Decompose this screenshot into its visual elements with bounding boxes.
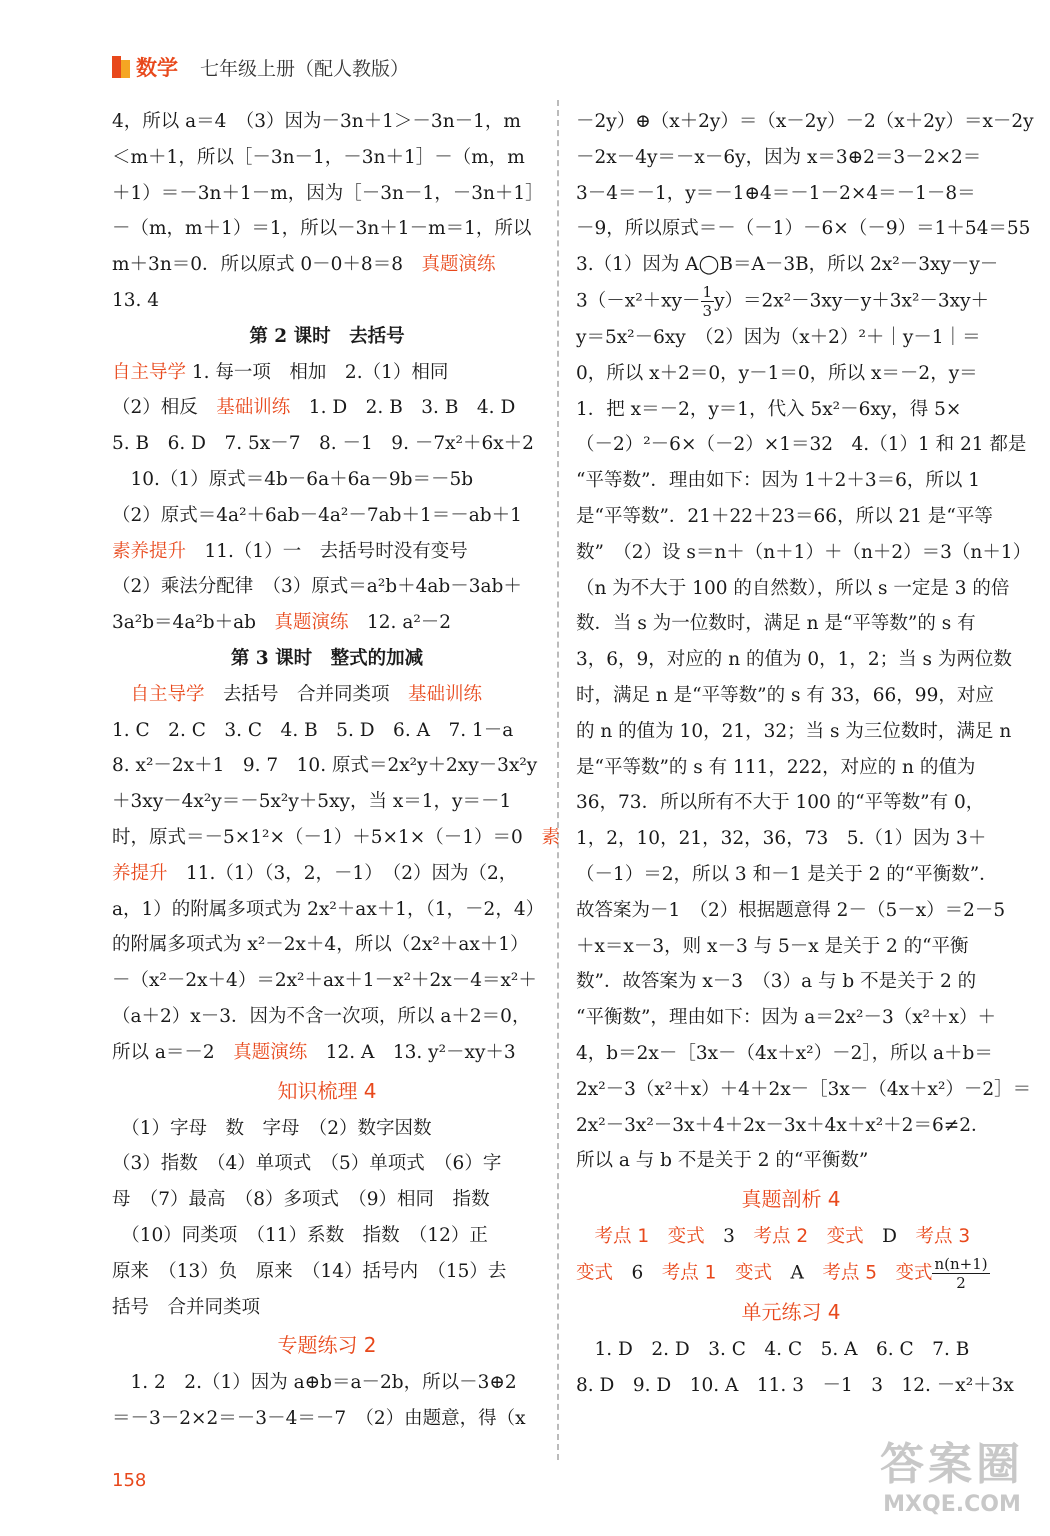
text-line xyxy=(112,1182,542,1218)
text-line xyxy=(576,247,1006,283)
text-line xyxy=(112,605,542,641)
answer-text: 13. 4 xyxy=(112,289,160,311)
text-line xyxy=(112,247,542,283)
answer-text: （－1）＝2，所以 3 和－1 是关于 2 的“平衡数”． xyxy=(576,863,998,885)
answer-text: －9，所以原式＝－（－1）－6×（－9）＝1＋54＝55 xyxy=(576,218,1031,240)
answer-text: 3（－x²＋xy－ xyxy=(576,290,701,312)
text-line xyxy=(576,1219,1006,1255)
answer-text: （10）同类项 （11）系数 指数 （12）正 xyxy=(112,1224,488,1246)
answer-text: 数” （2）设 s＝n＋（n＋1）＋（n＋2）＝3（n＋1） xyxy=(576,541,1032,563)
answer-text: －2y）⊕（x＋2y）＝（x－2y）－2（x＋2y）＝x－2y xyxy=(576,111,1034,132)
section-tag: 基础训练 xyxy=(408,683,483,705)
section-title: 专题练习 2 xyxy=(277,1333,377,1358)
text-line xyxy=(576,356,1006,392)
grade-label: 七年级上册（配人教版） xyxy=(200,57,410,80)
text-line xyxy=(576,857,1006,893)
text-line xyxy=(112,999,542,1035)
text-line xyxy=(112,927,542,963)
lesson-title: 第 3 课时 整式的加减 xyxy=(230,647,424,669)
text-line xyxy=(576,392,1006,428)
text-line xyxy=(576,678,1006,714)
text-line xyxy=(576,785,1006,821)
text-line xyxy=(112,1290,542,1326)
page-number: 158 xyxy=(112,1470,147,1491)
answer-text: 12. A 13. y²－xy＋3 xyxy=(307,1041,516,1063)
fraction-numerator: n(n+1) xyxy=(934,1254,988,1273)
answer-text: 11.（1）（3，2，－1） （2）因为（2， xyxy=(167,862,518,884)
answer-text: 0，所以 x＋2＝0，y－1＝0，所以 x＝－2，y＝ xyxy=(576,362,978,384)
text-line xyxy=(112,104,542,140)
text-line xyxy=(576,104,1034,140)
text-line xyxy=(576,642,1012,678)
text-line xyxy=(576,1000,1006,1036)
answer-text: 2x²－3（x²＋x）＋4＋2x－［3x－（4x＋x²）－2］＝ xyxy=(576,1078,1032,1100)
text-line xyxy=(576,176,1006,212)
text-line xyxy=(576,283,1006,320)
answer-text: （a＋2）x－3．因为不含一次项，所以 a＋2＝0， xyxy=(112,1005,531,1027)
answer-text: 数”．故答案为 x－3 （3）a 与 b 不是关于 2 的 xyxy=(576,971,977,993)
text-line xyxy=(112,1111,542,1147)
answer-text: 12. a²－2 xyxy=(348,612,452,634)
answer-text: ＜m＋1，所以［－3n－1，－3n＋1］－（m，m xyxy=(112,146,525,168)
text-line xyxy=(576,211,1031,247)
book-icon xyxy=(112,56,130,78)
answer-text: 原来 （13）负 原来 （14）括号内 （15）去 xyxy=(112,1260,507,1282)
text-line xyxy=(576,606,1006,642)
answer-text: －2x－4y＝－x－6y，因为 x＝3⊕2＝3－2×2＝ xyxy=(576,146,982,168)
section-tag: 考点 3 xyxy=(915,1226,971,1248)
section-tag: 素 xyxy=(541,826,560,848)
text-line xyxy=(576,535,1032,571)
answer-text: 去括号 合并同类项 xyxy=(204,683,409,705)
section-tag: 真题演练 xyxy=(421,254,496,276)
section-tag: 自主导学 xyxy=(112,683,205,705)
section-title: 知识梳理 4 xyxy=(277,1078,377,1103)
text-line xyxy=(112,892,545,928)
answer-text: 3.（1）因为 A◯B＝A－3B，所以 2x²－3xy－y－ xyxy=(576,254,999,276)
answer-text: y）＝2x²－3xy－y＋3x²－3xy＋ xyxy=(714,290,990,312)
section-tag: 考点 1 变式 xyxy=(661,1262,772,1284)
answer-text: 1，2，10，21，32，36，73 5.（1）因为 3＋ xyxy=(576,828,987,850)
text-line xyxy=(112,462,542,498)
text-line xyxy=(112,176,542,212)
text-line xyxy=(576,929,1006,965)
text-line xyxy=(576,427,1027,463)
text-line xyxy=(576,1143,1006,1179)
answer-text: （3）指数 （4）单项式 （5）单项式 （6）字 xyxy=(112,1153,502,1175)
section-tag: 基础训练 xyxy=(216,397,291,419)
answer-text: ＝－3－2×2＝－3－4＝－7 （2）由题意，得（x xyxy=(112,1408,526,1430)
answer-text: （－2）²－6×（－2）×1＝32 4.（1）1 和 21 都是 xyxy=(576,434,1027,456)
answer-text: 11.（1）一 去括号时没有变号 xyxy=(186,540,468,562)
text-line xyxy=(576,964,1006,1000)
answer-text: 3－4＝－1，y＝－1⊕4＝－1－2×4＝－1－8＝ xyxy=(576,182,976,204)
answer-text: ＋3xy－4x²y＝－5x²y＋5xy，当 x＝1，y＝－1 xyxy=(112,791,512,813)
text-line xyxy=(576,1072,1032,1108)
text-line xyxy=(112,534,542,570)
text-line xyxy=(112,784,542,820)
section-tag: 真题演练 xyxy=(233,1041,308,1063)
answer-text: 所以 a 与 b 不是关于 2 的“平衡数” xyxy=(576,1150,869,1172)
answer-text: （n 为不大于 100 的自然数），所以 s 一定是 3 的倍 xyxy=(576,577,1010,599)
answer-text: （1）字母 数 字母 （2）数字因数 xyxy=(112,1117,432,1139)
text-line xyxy=(112,1365,542,1401)
answer-text: ＋x＝x－3，则 x－3 与 5－x 是关于 2 的“平衡 xyxy=(576,935,969,957)
answer-text: 数．当 s 为一位数时，满足 n 是“平等数”的 s 有 xyxy=(576,613,976,635)
section-title: 单元练习 4 xyxy=(741,1299,841,1324)
answer-text: 3，6，9，对应的 n 的值为 0，1，2；当 s 为两位数 xyxy=(576,649,1012,671)
answer-text: －（x²－2x＋4）＝2x²＋ax＋1－x²＋2x－4＝x²＋ xyxy=(112,970,537,992)
fraction xyxy=(701,283,715,320)
answer-text: 8. D 9. D 10. A 11. 3 －1 3 12. －x²＋3x xyxy=(576,1374,1014,1396)
watermark-logo xyxy=(868,1438,1036,1528)
answer-text: “平衡数”，理由如下：因为 a＝2x²－3（x²＋x）＋ xyxy=(576,1007,997,1029)
watermark-url: MXQE.COM xyxy=(883,1492,1021,1517)
text-line xyxy=(112,748,542,784)
text-line xyxy=(576,1036,1006,1072)
text-line xyxy=(112,1035,542,1071)
answer-text: 的 n 的值为 10，21，32；当 s 为三位数时，满足 n xyxy=(576,720,1012,742)
answer-text: 8. x²－2x＋1 9. 7 10. 原式＝2x²y＋2xy－3x²y xyxy=(112,755,538,777)
answer-text: 括号 合并同类项 xyxy=(112,1296,261,1318)
answer-text: （2）相反 xyxy=(112,397,217,419)
answer-text: 10.（1）原式＝4b－6a＋6a－9b＝－5b xyxy=(112,468,474,490)
text-line xyxy=(112,1146,542,1182)
section-tag: 素养提升 xyxy=(112,540,187,562)
answer-text: 4，所以 a＝4 （3）因为－3n＋1＞－3n－1，m xyxy=(112,111,521,132)
text-line xyxy=(112,713,542,749)
lesson-title: 第 2 课时 去括号 xyxy=(249,325,405,347)
text-line xyxy=(112,140,542,176)
text-line xyxy=(112,963,542,999)
text-line xyxy=(576,320,1006,356)
text-line xyxy=(112,1218,542,1254)
page-header xyxy=(112,52,409,82)
answer-text: 5. B 6. D 7. 5x－7 8. －1 9. －7x²＋6x＋2 xyxy=(112,433,534,455)
section-tag: 考点 5 变式 xyxy=(822,1262,933,1284)
left-column xyxy=(112,104,560,1437)
answer-text: 时，满足 n 是“平等数”的 s 有 33，66，99，对应 xyxy=(576,684,994,706)
text-line xyxy=(576,750,1006,786)
text-line xyxy=(112,426,542,462)
column-divider xyxy=(557,100,559,1460)
right-column xyxy=(576,104,1034,1404)
answer-text: a，1）的附属多项式为 2x²＋ax＋1，（1，－2，4） xyxy=(112,898,545,920)
text-line xyxy=(576,1108,1006,1144)
answer-text: 3 xyxy=(704,1226,754,1248)
answer-text: “平等数”．理由如下：因为 1＋2＋3＝6，所以 1 xyxy=(576,470,981,492)
text-line xyxy=(112,211,542,247)
answer-text: （2）原式＝4a²＋6ab－4a²－7ab＋1＝－ab＋1 xyxy=(112,504,522,526)
text-line xyxy=(112,1401,542,1437)
section-tag: 考点 2 变式 xyxy=(753,1226,864,1248)
text-line xyxy=(576,1368,1014,1404)
watermark-title: 答案圈 xyxy=(880,1439,1024,1490)
text-line xyxy=(112,856,542,892)
answer-text: 1. C 2. C 3. C 4. B 5. D 6. A 7. 1－a xyxy=(112,719,514,741)
answer-text: 2x²－3x²－3x＋4＋2x－3x＋4x＋x²＋2＝6≠2． xyxy=(576,1114,990,1136)
answer-text: y＝5x²－6xy （2）因为（x＋2）²＋｜y－1｜＝ xyxy=(576,326,981,348)
section-tag: 变式 xyxy=(576,1262,614,1284)
section-tag: 考点 1 变式 xyxy=(576,1226,705,1248)
section-tag: 养提升 xyxy=(112,862,168,884)
fraction-numerator: 1 xyxy=(702,282,713,301)
answer-text: ＋1）＝－3n＋1－m，因为［－3n－1，－3n＋1］ xyxy=(112,182,544,204)
answer-text: （2）乘法分配律 （3）原式＝a²b＋4ab－3ab＋ xyxy=(112,576,522,598)
text-line xyxy=(576,1255,1006,1292)
answer-text: 的附属多项式为 x²－2x＋4，所以（2x²＋ax＋1） xyxy=(112,934,529,956)
section-tag: 真题演练 xyxy=(274,612,349,634)
answer-text: 母 （7）最高 （8）多项式 （9）相同 指数 xyxy=(112,1189,490,1211)
answer-text: D xyxy=(863,1226,916,1248)
text-line xyxy=(576,821,1006,857)
section-title: 真题剖析 4 xyxy=(741,1187,841,1212)
fraction-denominator: 3 xyxy=(702,301,713,320)
answer-text: 36，73．所以所有不大于 100 的“平等数”有 0， xyxy=(576,792,985,814)
text-line xyxy=(112,390,542,426)
text-line xyxy=(576,893,1006,929)
answer-text: 故答案为－1 （2）根据题意得 2－（5－x）＝2－5 xyxy=(576,899,1006,921)
answer-text: 所以 a＝－2 xyxy=(112,1041,234,1063)
text-line xyxy=(112,283,542,319)
text-line xyxy=(576,463,1006,499)
subject-label: 数学 xyxy=(136,56,178,80)
text-line xyxy=(112,677,542,713)
answer-text: 是“平等数”．21＋22＋23＝66，所以 21 是“平等 xyxy=(576,505,993,527)
answer-text: A xyxy=(771,1262,823,1284)
answer-text: －（m，m＋1）＝1，所以－3n＋1－m＝1，所以 xyxy=(112,218,532,240)
answer-text: 3a²b＝4a²b＋ab xyxy=(112,612,275,634)
text-line xyxy=(112,498,542,534)
answer-text: 是“平等数”的 s 有 111，222，对应的 n 的值为 xyxy=(576,756,976,778)
answer-text: 6 xyxy=(613,1262,662,1284)
text-line xyxy=(576,571,1010,607)
text-line xyxy=(112,355,542,391)
answer-text: 1. 2 2.（1）因为 a⊕b＝a－2b，所以－3⊕2 xyxy=(112,1372,517,1394)
text-line xyxy=(112,1254,542,1290)
answer-text: m＋3n＝0．所以原式 0－0＋8＝8 xyxy=(112,254,422,276)
text-line xyxy=(576,714,1012,750)
answer-text: 1．把 x＝－2，y＝1，代入 5x²－6xy，得 5× xyxy=(576,398,962,420)
text-line xyxy=(576,1332,1006,1368)
answer-text: 4，b＝2x－［3x－（4x＋x²）－2］，所以 a＋b＝ xyxy=(576,1042,993,1064)
fraction-denominator: 2 xyxy=(956,1273,966,1292)
section-tag: 自主导学 xyxy=(112,361,187,383)
answer-text: 1. D 2. D 3. C 4. C 5. A 6. C 7. B xyxy=(576,1338,970,1360)
text-line xyxy=(112,569,542,605)
answer-text: 1. D 2. B 3. B 4. D xyxy=(290,397,516,419)
answer-text: 时，原式＝－5×1²×（－1）＋5×1×（－1）＝0 xyxy=(112,826,542,848)
text-line xyxy=(576,499,1006,535)
text-line xyxy=(112,820,560,856)
text-line xyxy=(576,140,1006,176)
answer-text: 1. 每一项 相加 2.（1）相同 xyxy=(186,361,449,383)
fraction xyxy=(932,1255,989,1292)
